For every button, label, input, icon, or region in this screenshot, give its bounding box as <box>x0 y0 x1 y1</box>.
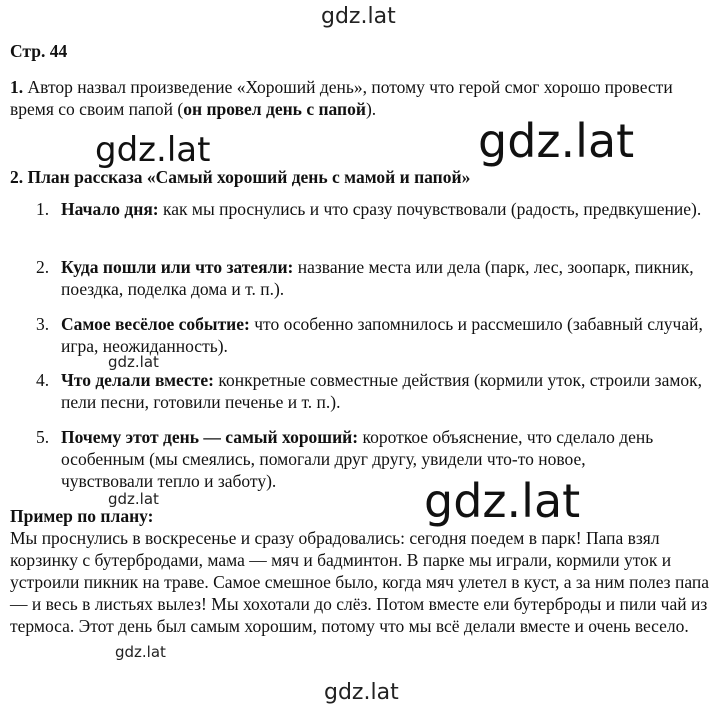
plan-item <box>36 256 706 300</box>
watermark-bottom: gdz.lat <box>324 680 399 705</box>
plan-item-number: 2. <box>36 257 50 277</box>
example-text: Мы проснулись в воскресенье и сразу обрадовались: сегодня поедем в парк! Папа взял корзинку с бутербродами, мама — мяч и бадминтон. В парке мы играли, кормили уток и устроили пикник на траве. Самое смешное было, когда мяч улетел в куст, а за ним полез папа — и весь в листьях вылез! Мы хохотали до слёз. Потом вместе ели бутерброды и пили чай из термоса. Этот день был самым хорошим, потому что мы всё делали вместе и очень весело. <box>10 528 710 636</box>
task-2-title: 2. План рассказа «Самый хороший день с мамой и папой» <box>10 167 471 187</box>
plan-item-heading: Куда пошли или что затеяли: <box>61 257 294 277</box>
plan-item <box>36 198 706 220</box>
plan-item-text: что особенно запомнилось и рассмешило (забавный случай, игра, неожиданность). <box>61 314 703 356</box>
page-label: Стр. 44 <box>10 41 68 61</box>
watermark-small-3: gdz.lat <box>115 643 166 661</box>
watermark-small-1: gdz.lat <box>108 353 159 371</box>
plan-item-text: короткое объяснение, что сделало день особенным (мы смеялись, помогали друг другу, увидели что-то новое, чувствовали тепло и заботу). <box>61 427 654 491</box>
plan-item-number: 5. <box>36 427 50 447</box>
task-1-number: 1. <box>10 77 24 97</box>
plan-item <box>36 369 706 413</box>
plan-item <box>36 426 706 492</box>
plan-item-text: название места или дела (парк, лес, зоопарк, пикник, поездка, поделка дома и т. п.). <box>61 257 694 299</box>
example-title: Пример по плану: <box>10 506 154 526</box>
watermark-mid-1: gdz.lat <box>95 130 211 170</box>
plan-item-number: 1. <box>36 199 50 219</box>
task-1-end: ). <box>365 99 377 119</box>
plan-item-heading: Почему этот день — самый хороший: <box>61 427 359 447</box>
plan-item <box>36 313 706 357</box>
watermark-small-2: gdz.lat <box>108 490 159 508</box>
watermark-top: gdz.lat <box>321 4 396 29</box>
task-1-bold: он провел день с папой <box>183 99 366 119</box>
watermark-big: gdz.lat <box>424 474 581 528</box>
plan-item-heading: Самое весёлое событие: <box>61 314 250 334</box>
task-1-text: Автор назвал произведение «Хороший день», потому что герой смог хорошо провести время со своим папой ( <box>10 77 673 119</box>
plan-item-text: как мы проснулись и что сразу почувствовали (радость, предвкушение). <box>158 199 702 219</box>
plan-item-heading: Начало дня: <box>61 199 159 219</box>
watermark-mid-2: gdz.lat <box>478 114 635 168</box>
plan-item-number: 3. <box>36 314 50 334</box>
plan-item-text: конкретные совместные действия (кормили уток, строили замок, пели песни, готовили печенье и т. п.). <box>61 370 703 412</box>
plan-item-heading: Что делали вместе: <box>61 370 214 390</box>
plan-item-number: 4. <box>36 370 50 390</box>
